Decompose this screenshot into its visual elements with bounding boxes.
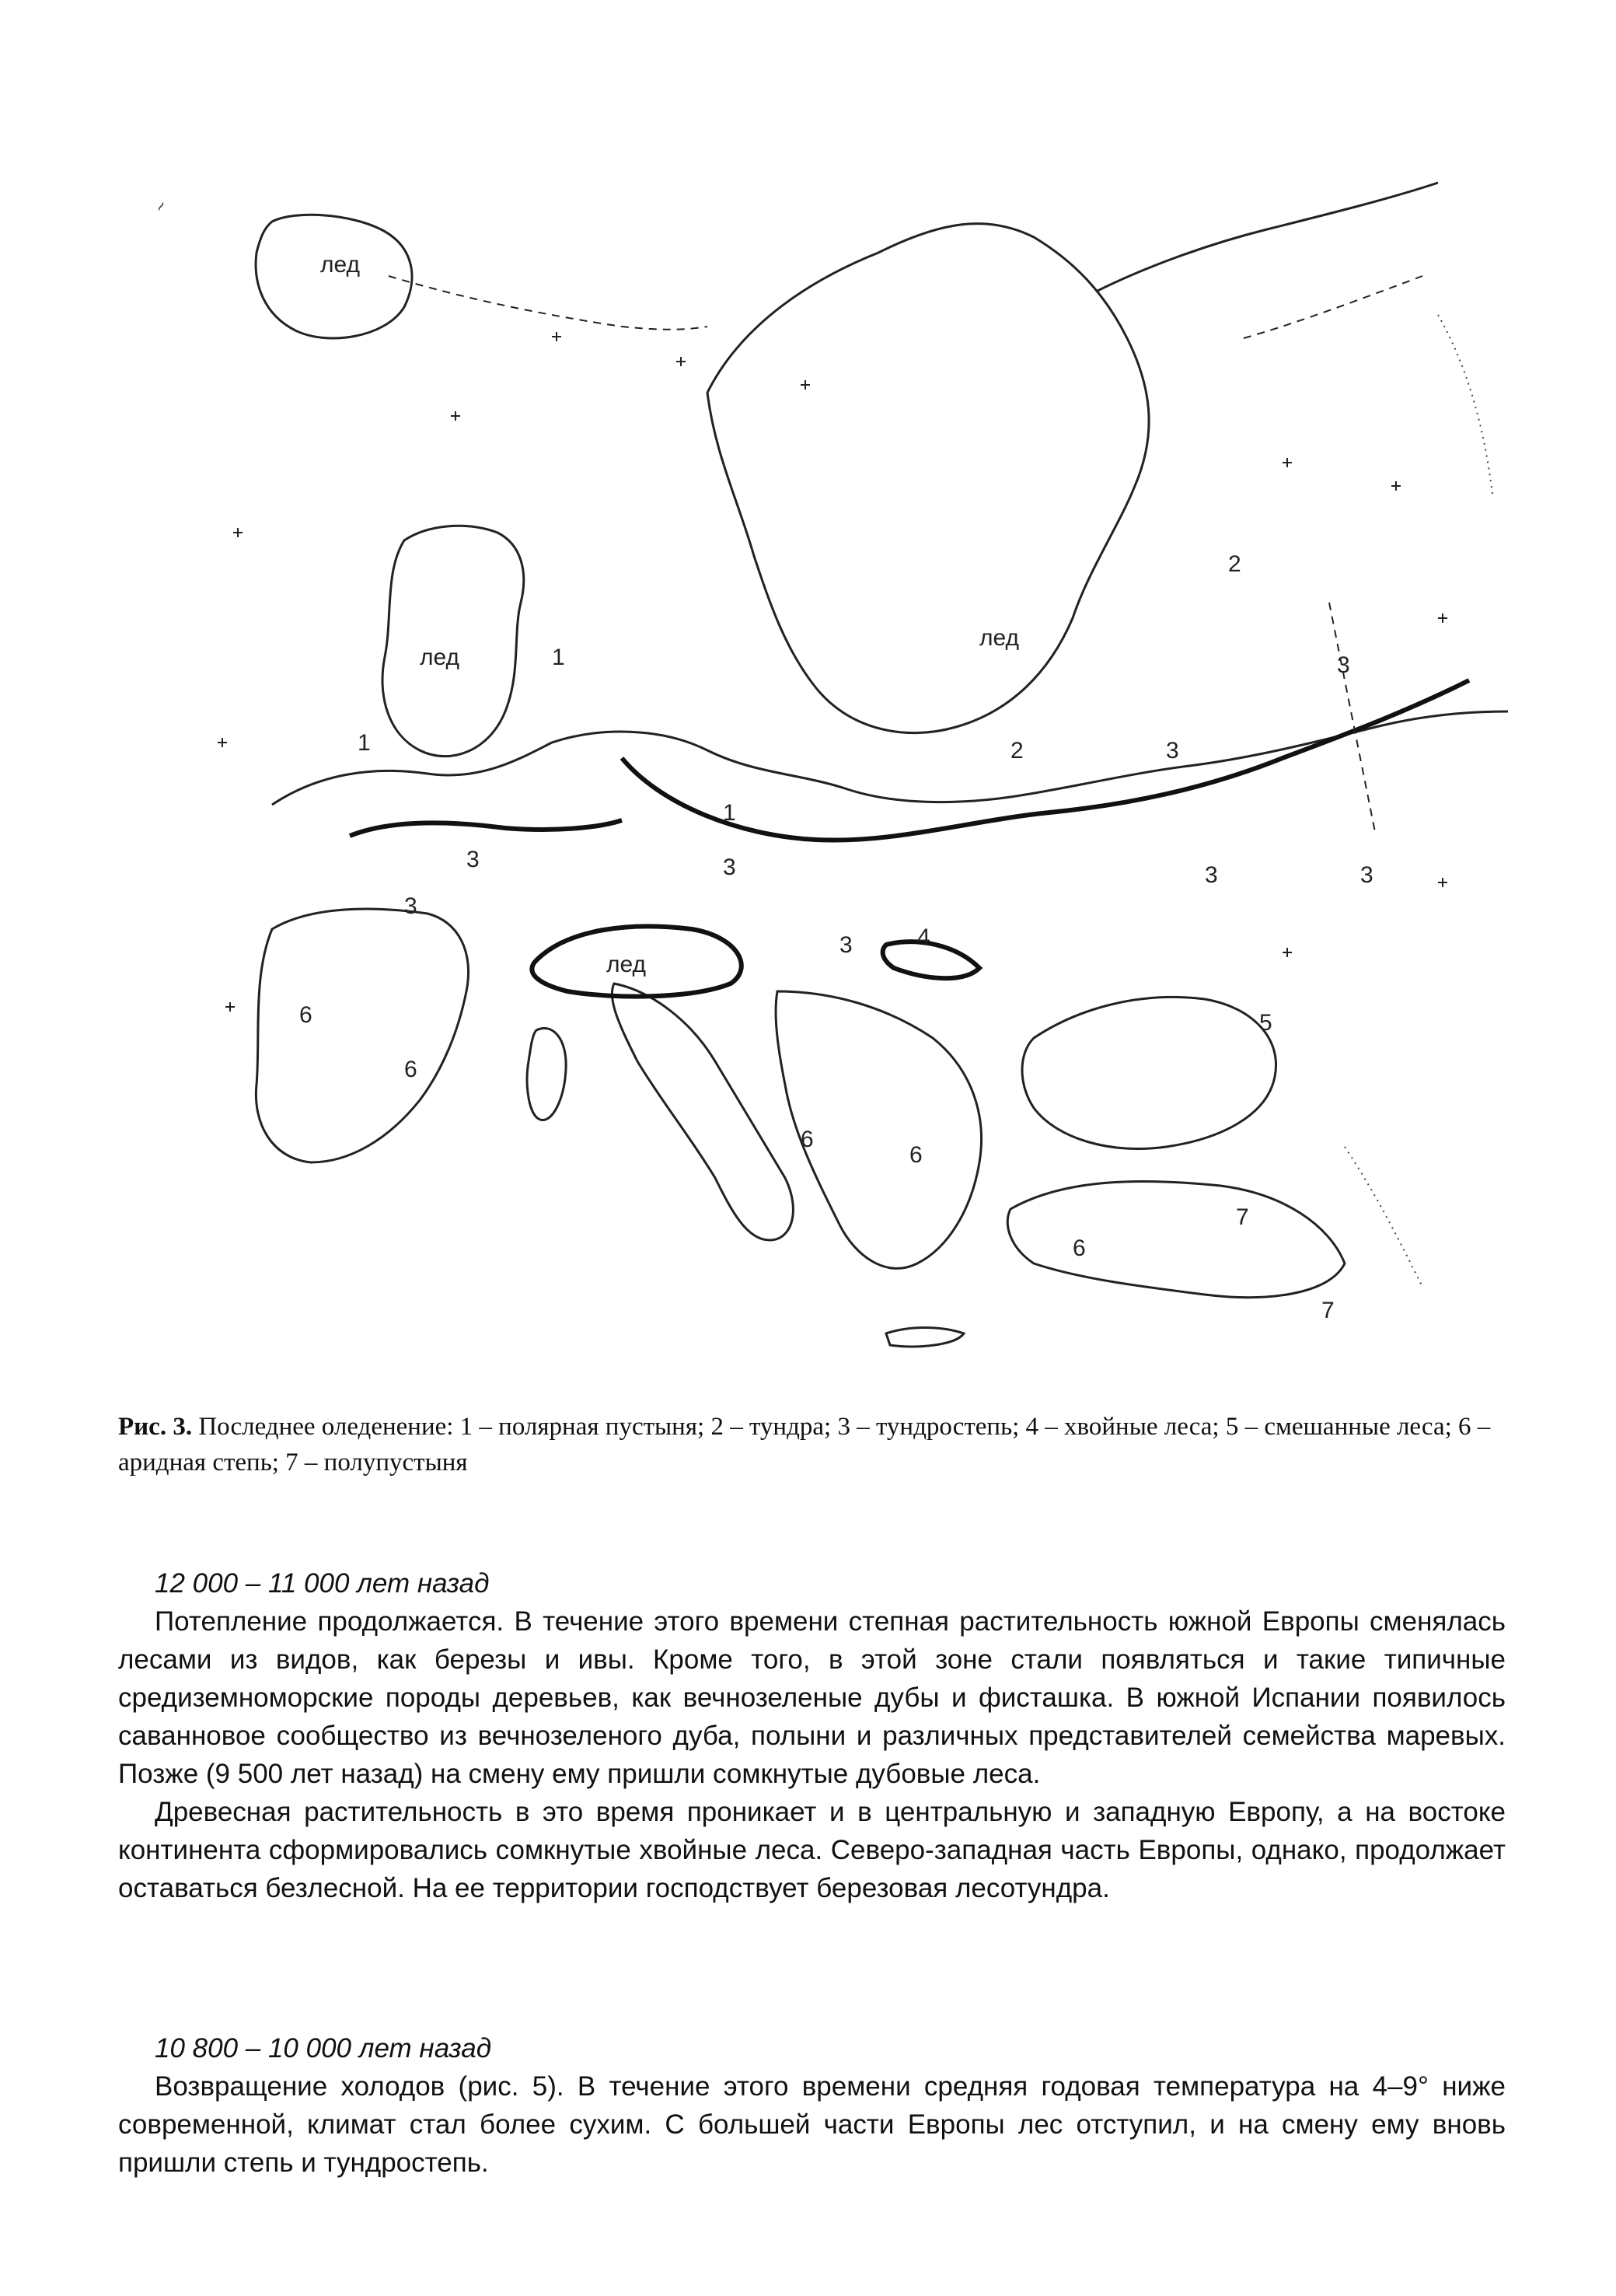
figure-caption-label: Рис. 3. — [118, 1413, 193, 1441]
zone-label-3h: 3 — [1360, 862, 1373, 888]
zone-label-2b: 2 — [1010, 738, 1024, 764]
paragraph: Возвращение холодов (рис. 5). В течение этого времени средняя годовая температура на 4–9° ниже современной, климат стал более сухим. С большей части Европы лес отступил, и на смену ему вновь пришли степь и тундростепь. — [118, 2071, 1506, 2178]
zone-label-7b: 7 — [1321, 1298, 1335, 1323]
paragraph: Потепление продолжается. В течение этого времени степная растительность южной Европы сменялась лесами из видов, как березы и ивы. Кроме того, в этой зоне стали появляться и такие типичные средиземноморские породы деревьев, как вечнозеленые дубы и фисташка. В южной Испании появилось саванновое сообщество из вечнозеленого дуба, полыни и различных представителей семейства маревых. Позже (9 500 лет назад) на смену ему пришли сомкнутые дубовые леса. — [118, 1606, 1506, 1789]
section-date: 10 800 – 10 000 лет назад — [155, 2033, 492, 2064]
svg-text:~: ~ — [149, 197, 172, 216]
zone-label-1b: 1 — [358, 730, 371, 756]
map-svg — [117, 136, 1508, 1388]
zone-label-6b: 6 — [404, 1057, 417, 1082]
zone-label-6: 6 — [299, 1002, 312, 1028]
section-12000-11000 — [118, 1564, 1506, 1907]
zone-label-3: 3 — [1166, 738, 1179, 764]
zone-label-7: 7 — [1236, 1204, 1249, 1230]
zone-label-3b: 3 — [1337, 652, 1350, 678]
ice-label-alps: лед — [606, 952, 647, 977]
zone-label-3g: 3 — [1205, 862, 1218, 888]
zone-label-3e: 3 — [404, 893, 417, 919]
section-10800-10000 — [118, 2029, 1506, 2182]
zone-label-6d: 6 — [909, 1142, 923, 1168]
zone-label-3d: 3 — [466, 847, 480, 872]
zone-label-6c: 6 — [801, 1127, 814, 1152]
ice-label-scandinavia: лед — [979, 625, 1020, 651]
section-date: 12 000 – 11 000 лет назад — [155, 1568, 490, 1599]
zone-label-5: 5 — [1259, 1010, 1272, 1036]
figure-caption — [118, 1409, 1506, 1480]
zone-label-4: 4 — [917, 924, 930, 950]
zone-label-6e: 6 — [1073, 1235, 1086, 1261]
ice-label-britain: лед — [420, 645, 460, 670]
figure-caption-text: Последнее оледенение: 1 – полярная пустыня; 2 – тундра; 3 – тундростепь; 4 – хвойные леса; 5 – смешанные леса; 6 – аридная степь; 7 – полупустыня — [118, 1413, 1491, 1476]
zone-label-1: 1 — [552, 645, 565, 670]
zone-label-1c: 1 — [723, 800, 736, 826]
zone-label-3f: 3 — [839, 932, 853, 958]
paragraph: Древесная растительность в это время проникает и в центральную и западную Европу, а на востоке континента сформировались сомкнутые хвойные леса. Северо-западная часть Европы, однако, продолжает оставаться безлесной. На ее территории господствует березовая лесотундра. — [118, 1797, 1506, 1903]
zone-label-2: 2 — [1228, 551, 1241, 577]
zone-label-3c: 3 — [723, 854, 736, 880]
europe-glaciation-map — [117, 136, 1508, 1388]
ice-label-iceland: лед — [320, 252, 361, 278]
